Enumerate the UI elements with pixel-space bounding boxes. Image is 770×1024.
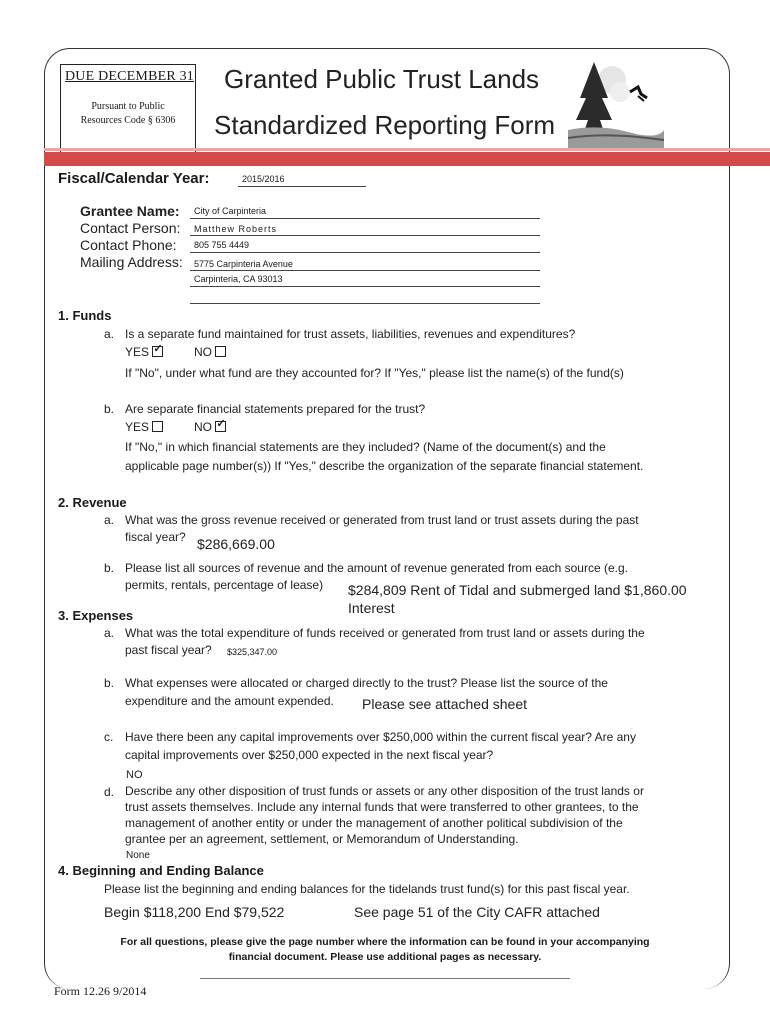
trust-lands-logo [568,58,664,150]
funds-heading: 1. Funds [58,308,112,323]
revenue-a-answer: $286,669.00 [197,536,275,552]
mailing-address-rule-1 [190,270,540,271]
contact-phone-label: Contact Phone: [80,237,177,253]
expenses-d-question-2: trust assets themselves. Include any internal funds that were transferred to other grantees, to the [125,800,639,814]
expenses-heading: 3. Expenses [58,608,134,623]
expenses-a-marker: a. [104,626,115,640]
grantee-name-line [190,218,540,219]
funds-b-no-checkbox[interactable] [215,421,226,432]
expenses-b-question-1: What expenses were allocated or charged directly to the trust? Please list the source of the [125,676,608,690]
fiscal-year-value: 2015/2016 [242,174,285,184]
mailing-address-label: Mailing Address: [80,254,183,270]
funds-a-yes-checkbox[interactable] [152,346,163,357]
balance-answer-left: Begin $118,200 End $79,522 [104,904,285,920]
due-date-title: DUE DECEMBER 31 [65,69,194,84]
mailing-address-rule-3 [190,303,540,304]
expenses-c-question-2: capital improvements over $250,000 expected in the next fiscal year? [125,748,494,762]
mailing-address-line-2: Carpinteria, CA 93013 [194,274,283,284]
expenses-b-question-2: expenditure and the amount expended. [125,694,334,708]
funds-a-yes-label: YES [125,345,150,359]
funds-b-no [194,420,226,434]
pursuant-line-2: Resources Code § 6306 [80,115,176,126]
funds-b-question: Are separate financial statements prepared for the trust? [125,402,426,416]
revenue-b-answer-2: Interest [348,600,395,616]
revenue-b-question-1: Please list all sources of revenue and the amount of revenue generated from each source (e.g. [125,561,628,575]
expenses-d-question-4: grantee per an agreement, settlement, or Memorandum of Understanding. [125,832,519,846]
expenses-c-question-1: Have there been any capital improvements over $250,000 within the current fiscal year? Are any [125,730,636,744]
fiscal-year-line [238,186,366,187]
expenses-a-question-2: past fiscal year? [125,643,212,657]
expenses-a-answer: $325,347.00 [227,647,278,657]
funds-b-yes-label: YES [125,420,150,434]
contact-person-label: Contact Person: [80,220,181,236]
revenue-a-question-1: What was the gross revenue received or generated from trust land or trust assets during the past [125,513,639,527]
footer-note-1: For all questions, please give the page number where the information can be found in your accompanying [120,936,650,948]
balance-question: Please list the beginning and ending balances for the tidelands trust fund(s) for this past fiscal year. [104,882,630,896]
header-divider-band [44,152,770,166]
grantee-name-label: Grantee Name: [80,203,180,219]
funds-a-no [194,345,226,359]
funds-a-question: Is a separate fund maintained for trust assets, liabilities, revenues and expenditures? [125,327,576,341]
funds-a-no-label: NO [194,345,212,359]
revenue-heading: 2. Revenue [58,495,127,510]
funds-b-marker: b. [104,402,115,416]
contact-person-value: Matthew Roberts [194,224,278,234]
footer-rule [200,978,570,979]
funds-b-yes [125,420,163,434]
funds-b-yes-checkbox[interactable] [152,421,163,432]
footer-note-2: financial document. Please use additional pages as necessary. [228,951,542,963]
expenses-b-answer: Please see attached sheet [362,696,528,712]
due-date-box [60,64,196,154]
contact-phone-value: 805 755 4449 [194,240,250,250]
balance-answer-right: See page 51 of the City CAFR attached [354,904,600,920]
form-title-line-1: Granted Public Trust Lands [224,64,540,94]
funds-b-no-label: NO [194,420,212,434]
expenses-b-marker: b. [104,676,115,690]
revenue-a-marker: a. [104,513,115,527]
expenses-c-marker: c. [104,730,114,744]
funds-a-no-checkbox[interactable] [215,346,226,357]
funds-a-followup: If "No", under what fund are they accounted for? If "Yes," please list the name(s) of the fund(s) [125,366,624,380]
pursuant-line-1: Pursuant to Public [91,101,165,112]
expenses-d-marker: d. [104,785,115,799]
header-divider-light [44,148,770,151]
revenue-b-marker: b. [104,561,115,575]
contact-person-line [190,235,540,236]
revenue-b-question-2: permits, rentals, percentage of lease) [125,578,324,592]
funds-b-followup-1: If "No," in which financial statements are they included? (Name of the document(s) and the [125,440,606,454]
revenue-b-answer-1: $284,809 Rent of Tidal and submerged land $1,860.00 [348,582,687,598]
funds-a-marker: a. [104,327,115,341]
mailing-address-rule-2 [190,286,540,287]
funds-b-followup-2: applicable page number(s)) If "Yes," describe the organization of the separate financial statement. [125,459,644,473]
expenses-d-question-3: management of another entity or under the management of another political subdivision of the [125,816,623,830]
expenses-d-question-1: Describe any other disposition of trust funds or assets or any other disposition of the trust lands or [125,784,644,798]
funds-a-yes [125,345,163,359]
form-number: Form 12.26 9/2014 [54,984,147,998]
balance-heading: 4. Beginning and Ending Balance [58,863,264,878]
expenses-a-question-1: What was the total expenditure of funds received or generated from trust land or assets during the [125,626,645,640]
mailing-address-line-1: 5775 Carpinteria Avenue [194,259,293,269]
contact-phone-line [190,252,540,253]
grantee-name-value: City of Carpinteria [194,206,267,216]
form-title-line-2: Standardized Reporting Form [214,110,556,140]
fiscal-year-label: Fiscal/Calendar Year: [58,170,210,187]
revenue-a-question-2: fiscal year? [125,530,186,544]
expenses-d-answer: None [126,850,150,861]
expenses-c-answer: NO [126,769,143,781]
